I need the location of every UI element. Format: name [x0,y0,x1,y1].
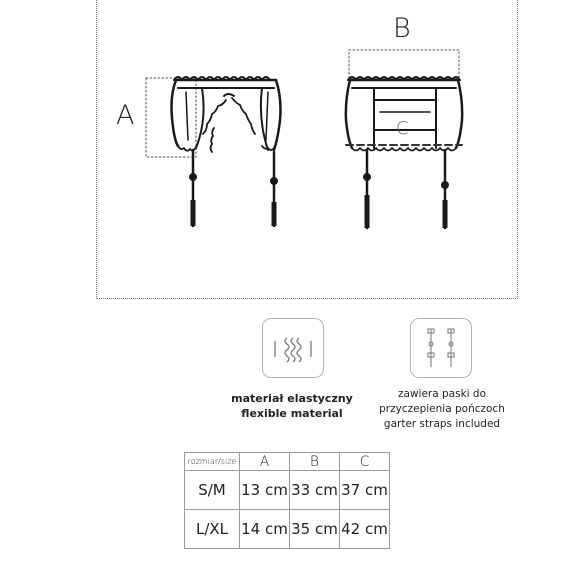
dimension-b-box [349,50,459,78]
value-b: 33 cm [290,471,340,510]
value-c: 42 cm [340,510,390,549]
dimension-label-c: C [396,118,409,139]
feature-line-en: flexible material [241,407,343,420]
flexible-material-icon-box [262,318,324,378]
header-c: C [340,453,390,471]
flexible-material-text [222,391,362,421]
header-b: B [290,453,340,471]
feature-line-en: garter straps included [383,418,501,430]
header-size: rozmiar/size [185,453,240,471]
garter-straps-icon [411,319,471,377]
size-table [184,452,390,549]
table-row [185,510,390,549]
value-b: 35 cm [290,510,340,549]
value-a: 14 cm [240,510,290,549]
dimension-label-b: B [393,13,411,44]
garter-straps-icon-box [410,318,472,378]
wavy-lines-icon [263,319,323,377]
size-label: L/XL [185,510,240,549]
header-a: A [240,453,290,471]
dimension-label-a: A [116,100,135,131]
feature-line-pl-2: przyczepienia pończoch [379,403,505,415]
feature-line-pl-1: zawiera paski do [398,388,486,400]
table-header-row [185,453,390,471]
size-label: S/M [185,471,240,510]
garter-straps-text [362,387,522,432]
value-a: 13 cm [240,471,290,510]
feature-line-pl: materiał elastyczny [231,392,353,405]
garter-belt-side-view [146,77,281,226]
table-row [185,471,390,510]
garter-belt-front-view [346,50,462,228]
value-c: 37 cm [340,471,390,510]
